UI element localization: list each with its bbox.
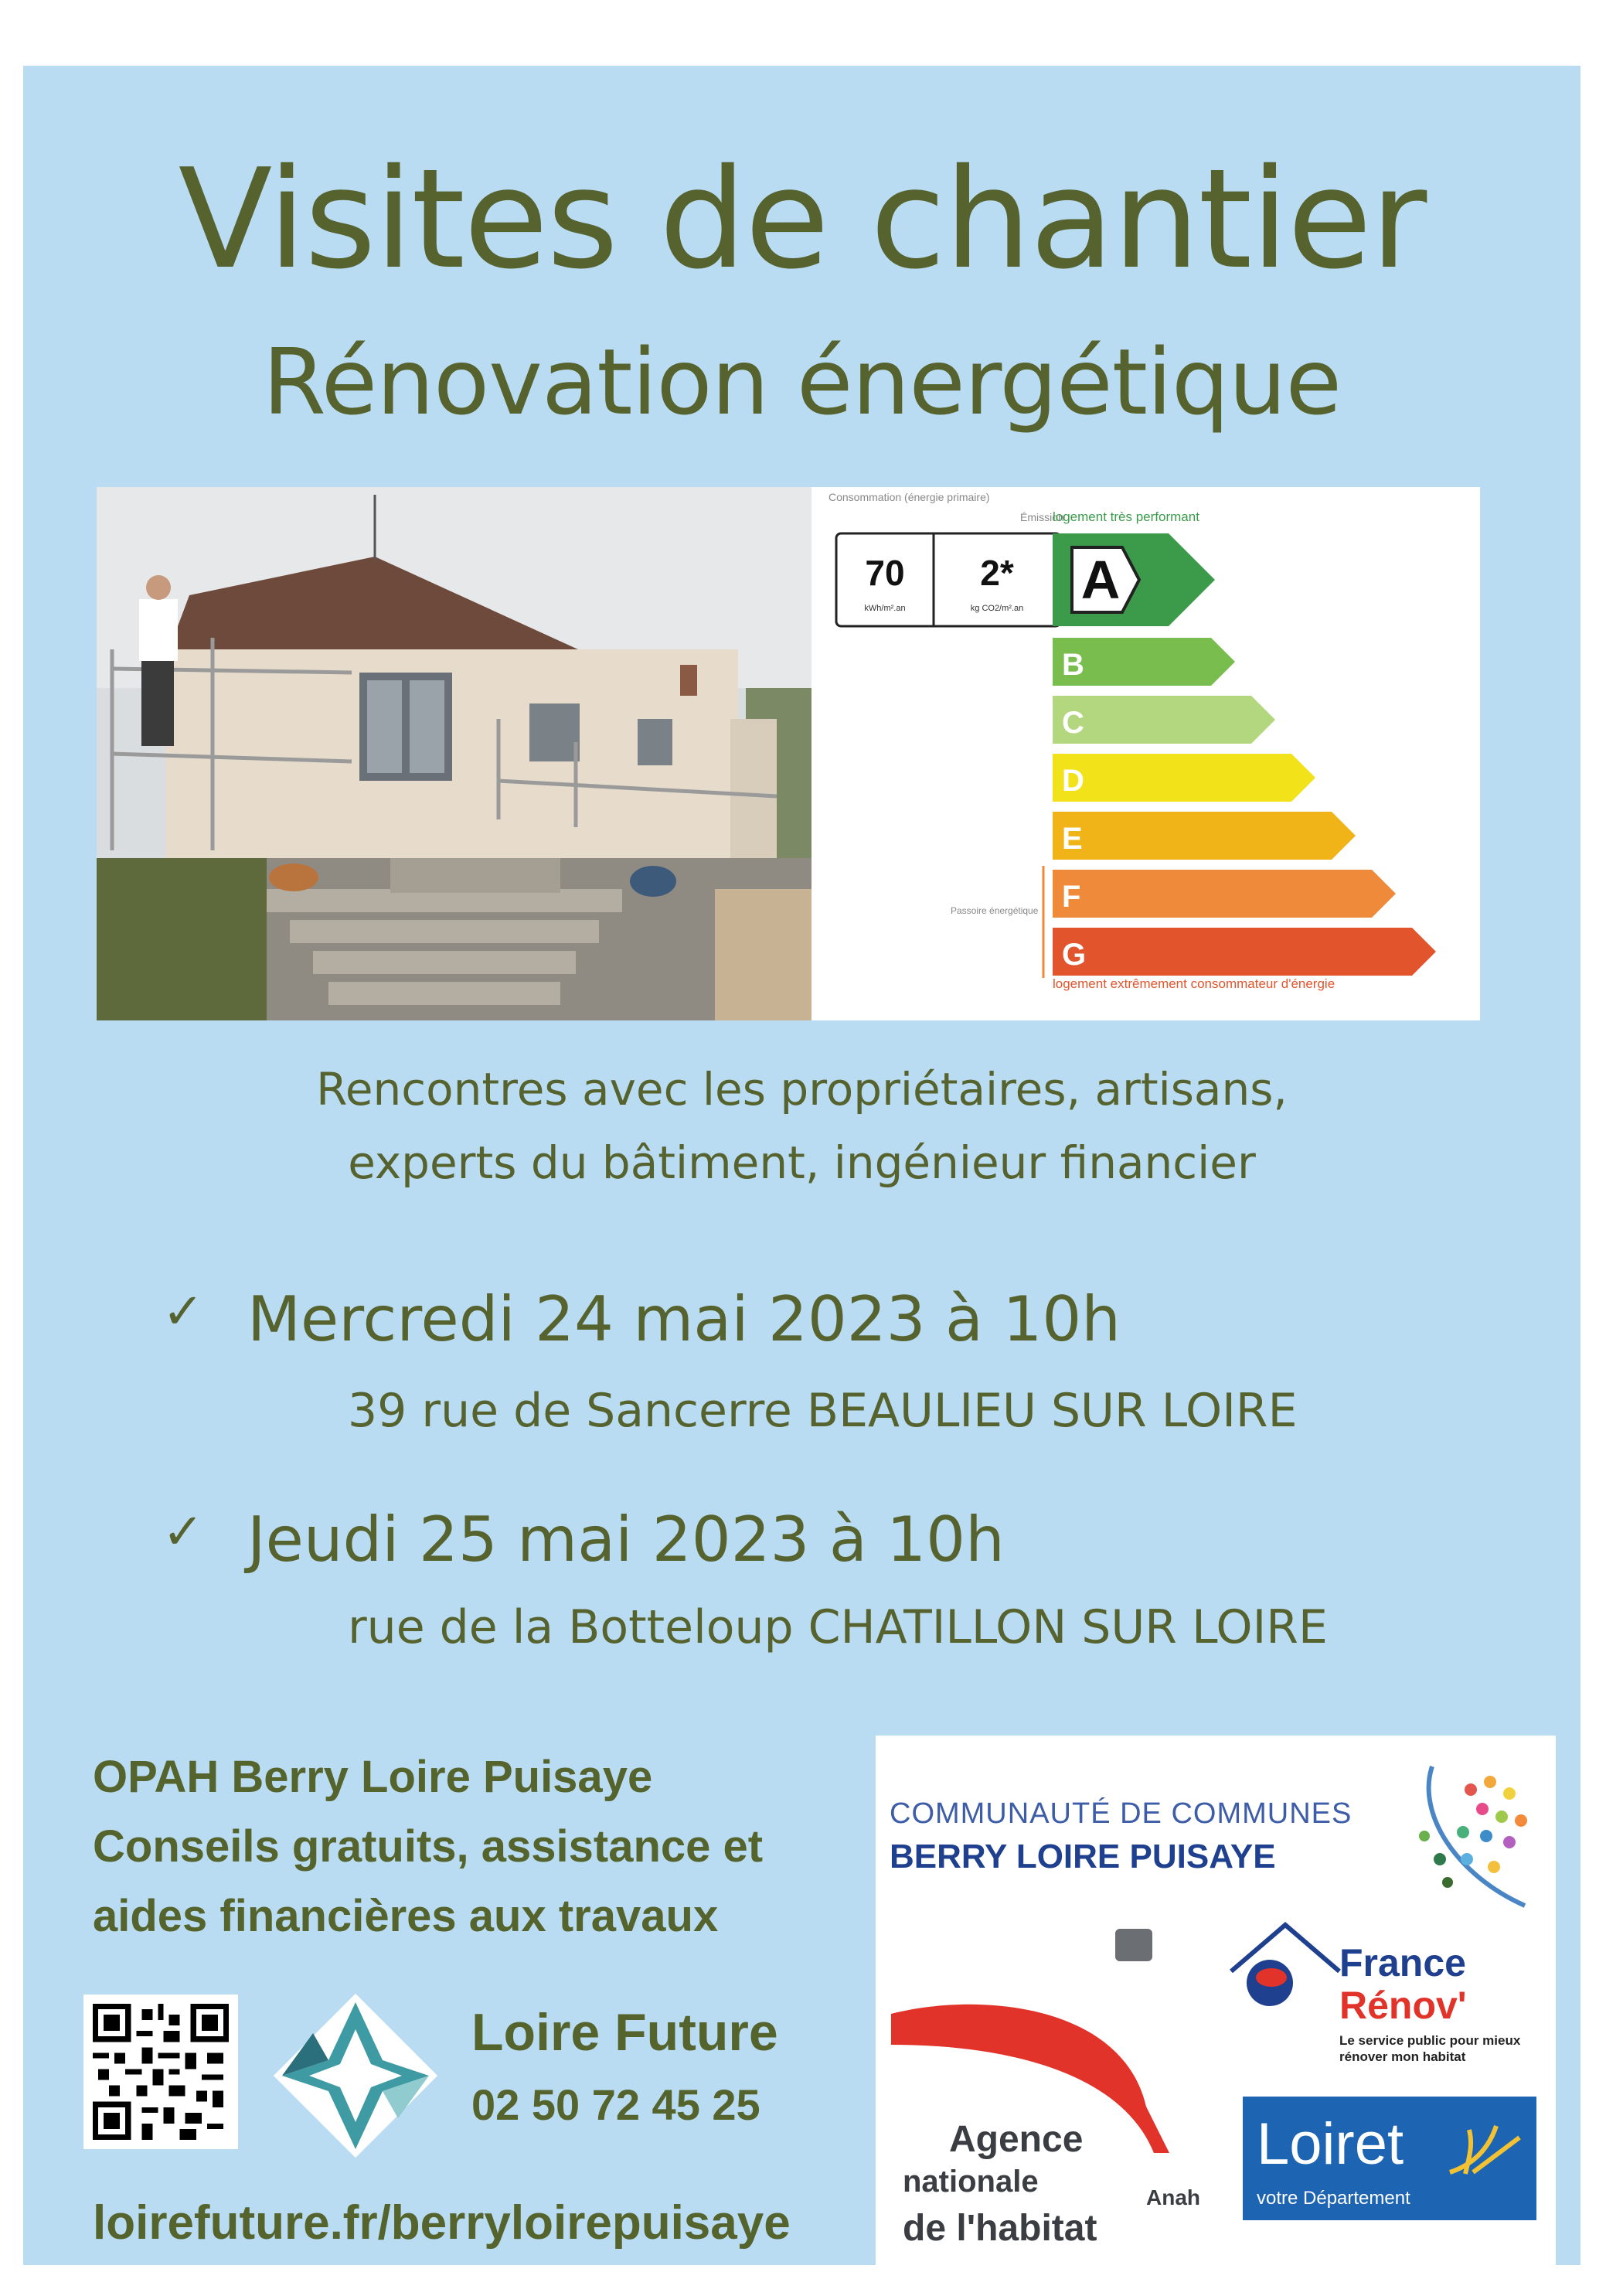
dpe-emission-value: 2* xyxy=(980,553,1014,593)
energy-label xyxy=(812,487,1480,1020)
france-renov-tagline-2: rénover mon habitat xyxy=(1339,2049,1466,2064)
dpe-class-a-label: A xyxy=(1080,550,1121,610)
cc-line-1: COMMUNAUTÉ DE COMMUNES xyxy=(890,1797,1352,1830)
opah-title: OPAH Berry Loire Puisaye xyxy=(93,1752,653,1802)
dpe-class-c-bar xyxy=(1053,696,1275,744)
visit-1-address: 39 rue de Sancerre BEAULIEU SUR LOIRE xyxy=(348,1384,1298,1438)
dpe-bottom-label: logement extrêmement consommateur d'énergie xyxy=(1053,976,1335,991)
cc-logo-icon xyxy=(1409,1759,1548,1913)
loiret-name: Loiret xyxy=(1257,2111,1404,2177)
loire-future-url[interactable]: loirefuture.fr/berryloirepuisaye xyxy=(93,2196,791,2250)
dpe-class-f-bar xyxy=(1053,870,1396,918)
anah-short: Anah xyxy=(1146,2185,1200,2209)
france-renov-icon xyxy=(1223,1917,1347,2018)
france-renov-tagline-1: Le service public pour mieux xyxy=(1339,2033,1521,2048)
loire-future-phone[interactable]: 02 50 72 45 25 xyxy=(471,2080,760,2129)
partner-logos xyxy=(876,1736,1556,2269)
check-icon: ✓ xyxy=(162,1504,204,1561)
check-icon: ✓ xyxy=(162,1283,204,1340)
france-renov-line-1: France xyxy=(1339,1941,1466,1984)
loiret-tagline: votre Département xyxy=(1257,2188,1410,2209)
dpe-class-d-label: D xyxy=(1062,764,1084,798)
loiret-logo xyxy=(1243,2097,1536,2220)
poster xyxy=(23,66,1580,2265)
dpe-class-g-bar xyxy=(1053,928,1436,976)
dpe-class-e-label: E xyxy=(1062,822,1083,856)
dpe-class-c-label: C xyxy=(1062,706,1084,740)
visit-1-date: Mercredi 24 mai 2023 à 10h xyxy=(247,1283,1121,1355)
qr-code[interactable] xyxy=(83,1995,238,2149)
intro-line-2: experts du bâtiment, ingénieur financier xyxy=(348,1136,1256,1189)
dpe-header-consumption: Consommation (énergie primaire) xyxy=(829,491,990,503)
page-title: Visites de chantier xyxy=(178,139,1426,299)
dpe-class-d-bar xyxy=(1053,754,1315,802)
house-photo xyxy=(97,487,812,1020)
dpe-class-f-label: F xyxy=(1062,880,1081,914)
dpe-top-label: logement très performant xyxy=(1053,509,1199,524)
loire-future-name: Loire Future xyxy=(471,2003,778,2062)
dpe-emission-unit: kg CO2/m².an xyxy=(970,604,1024,613)
dpe-class-e-bar xyxy=(1053,812,1356,860)
dpe-consumption-unit: kWh/m².an xyxy=(864,604,906,613)
visit-2-address: rue de la Botteloup CHATILLON SUR LOIRE xyxy=(348,1600,1328,1654)
dpe-consumption-value: 70 xyxy=(865,553,905,593)
dpe-header-emission: Émission xyxy=(1020,511,1064,523)
anah-line-2: nationale xyxy=(903,2165,1039,2199)
dpe-passoire-label: Passoire énergétique xyxy=(951,905,1039,916)
page-subtitle: Rénovation énergétique xyxy=(262,329,1342,435)
anah-line-1: Agence xyxy=(949,2119,1084,2160)
loire-future-logo xyxy=(267,1987,444,2165)
cc-line-2: BERRY LOIRE PUISAYE xyxy=(890,1838,1276,1875)
opah-line-3: aides financières aux travaux xyxy=(93,1891,719,1941)
wheat-icon xyxy=(1442,2118,1527,2180)
intro-line-1: Rencontres avec les propriétaires, artisans, xyxy=(316,1063,1288,1116)
dpe-class-g-label: G xyxy=(1062,938,1087,972)
dpe-class-b-label: B xyxy=(1062,648,1084,682)
france-renov-line-2: Rénov' xyxy=(1339,1984,1467,2027)
opah-line-2: Conseils gratuits, assistance et xyxy=(93,1821,764,1872)
anah-line-3: de l'habitat xyxy=(903,2208,1097,2249)
visit-2-date: Jeudi 25 mai 2023 à 10h xyxy=(247,1504,1005,1576)
